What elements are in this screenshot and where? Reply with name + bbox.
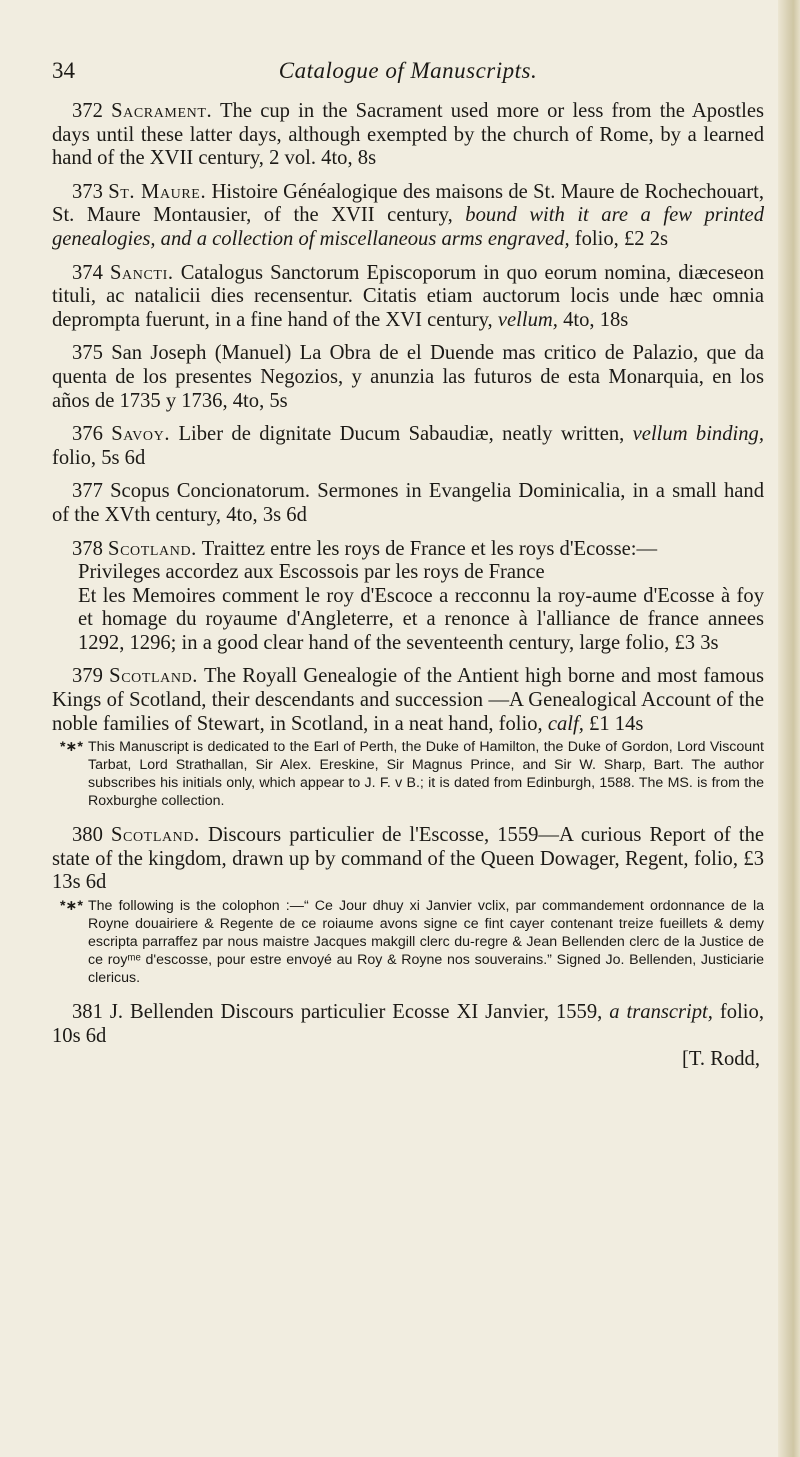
entry-price: £1 14s	[589, 712, 644, 735]
entry-heading: Savoy.	[111, 423, 171, 446]
page-header	[52, 58, 764, 100]
footnote-380	[52, 897, 764, 987]
entry-heading: Scopus Concionatorum.	[110, 480, 311, 503]
entry-text: Discours particulier de l'Escosse, 1559—A curious Report of the state of the kingdom, drawn up by command of the Queen Dowager, Regent, folio, £3 13s 6d	[52, 824, 765, 894]
entry-heading: Sancti.	[110, 261, 174, 284]
page-number: 34	[52, 58, 75, 83]
entry-italic-text: a transcript,	[609, 1001, 713, 1024]
entry-379	[52, 665, 764, 736]
footnote-text: This Manuscript is dedicated to the Earl of Perth, the Duke of Hamilton, the Duke of Gordon, Lord Viscount Tarbat, Lord Strathallan, Sir Alex. Ereskine, Sir Magnus Prince, and Sir W. Sharp, Bart. The author subscribes his initials only, which appear to J. F. v B.; it is dated from Edinburgh, 1588. The MS. is from the Roxburghe collection.	[88, 739, 764, 810]
entry-heading: Scotland.	[108, 537, 197, 560]
entry-380	[52, 824, 764, 895]
entry-number: 377	[72, 480, 103, 503]
entry-heading: St. Maure.	[108, 180, 207, 203]
entry-number: 379	[72, 665, 103, 688]
entry-text: The cup in the Sacrament used more or less from the Apostles days until these latter days, although exempted by the church of Rome, by a learned hand of the XVII century, 2 vol. 4to, 8s	[52, 100, 764, 170]
asterism-mark: *∗*	[60, 739, 83, 756]
entry-378-subitem: Et les Memoires comment le roy d'Escoce a recconnu la roy-aume d'Ecosse à foy et homage du royaume d'Angleterre, et a renonce à l'alliance de france annees 1292, 1296; in a good clear hand of the seventeenth century, large folio, £3 3s	[78, 584, 764, 654]
entry-number: 374	[72, 261, 103, 284]
entry-text: Traittez entre les roys de France et les roys d'Ecosse:—	[201, 537, 658, 560]
asterism-mark: *∗*	[60, 898, 83, 915]
entry-text: Sermones in Evangelia Dominicalia, in a small hand of the XVth century, 4to, 3s 6d	[52, 480, 764, 526]
entry-number: 373	[72, 180, 103, 203]
footnote-379	[52, 738, 764, 810]
entry-text: La Obra de el Duende mas critico de Palazio, que da quenta de los presentes Negozios, y anunzia las futuros de esta Monarquia, en los años de 1735 y 1736, 4to, 5s	[52, 342, 764, 412]
entry-italic-text: vellum binding,	[632, 423, 764, 446]
entry-italic-text: calf,	[547, 712, 584, 735]
entry-378	[52, 538, 764, 562]
entry-italic-text: vellum,	[497, 308, 558, 331]
entry-376	[52, 423, 764, 470]
entry-number: 380	[72, 824, 103, 847]
entry-381	[52, 1001, 764, 1048]
entry-373	[52, 181, 764, 252]
entry-price: folio, £2 2s	[574, 227, 669, 250]
entry-heading: Sacrament.	[111, 100, 213, 122]
entry-375	[52, 342, 764, 413]
entry-price: folio, 10s 6d	[52, 1001, 764, 1047]
footnote-text: The following is the colophon :—“ Ce Jour dhuy xi Janvier vclix, par commandement ordonnance de la Royne douairiere & Regente de ce roiaume avons signe ce fint cayer contenant treize fueillets & demy escripta parraffez par nous maistre Jacques makgill clerc du-regre & Jean Bellenden clerc de la Justice de ce royᵐᵉ d'escosse, pour estre envoyé au Roy & Royne nos souverains.” Signed Jo. Bellenden, Justiciarie clericus.	[88, 898, 764, 987]
entry-text: Histoire Généalogique des maisons de St. Maure de Rochechouart, St. Maure Montausier, of the XVII century,	[52, 180, 764, 227]
entry-text: The Royall Genealogie of the Antient high borne and most famous Kings of Scotland, their descendants and succession —A Genealogical Account of the noble families of Stewart, in Scotland, in a neat hand, folio,	[52, 665, 765, 735]
entry-number: 378	[72, 537, 103, 560]
entry-374	[52, 262, 764, 333]
entry-text: Liber de dignitate Ducum Sabaudiæ, neatly written,	[178, 423, 625, 446]
running-title: Catalogue of Manuscripts.	[278, 58, 538, 83]
catalogue-page	[52, 58, 764, 1071]
entry-number: 381	[72, 1001, 103, 1024]
entry-number: 376	[72, 423, 103, 446]
entry-price: folio, 5s 6d	[52, 446, 146, 469]
entry-heading: Scotland.	[109, 665, 199, 688]
entry-377	[52, 480, 764, 527]
catchword: [T. Rodd,	[682, 1048, 760, 1071]
entry-378-subitem: Privileges accordez aux Escossois par les roys de France	[78, 561, 545, 584]
entry-heading: J. Bellenden	[109, 1001, 214, 1024]
entry-text: Catalogus Sanctorum Episcoporum in quo eorum nomina, diæceseon tituli, ac natalicii dies recensentur. Citatis etiam auctorum locis unde hæc omnia deprompta fuerunt, in a fine hand of the XVI century,	[52, 261, 765, 331]
entry-italic-text: bound with it are a few printed genealogies, and a collection of miscellaneous arms engraved,	[52, 204, 764, 250]
entry-number: 375	[72, 342, 103, 365]
entry-heading: San Joseph (Manuel)	[111, 342, 292, 365]
entry-text: Discours particulier Ecosse XI Janvier, 1559,	[220, 1001, 603, 1024]
page-edge-shadow	[778, 0, 800, 1457]
entry-price: 4to, 18s	[563, 308, 629, 331]
entry-number: 372	[72, 100, 103, 122]
entry-372	[52, 100, 764, 171]
entry-heading: Scotland.	[110, 824, 200, 847]
